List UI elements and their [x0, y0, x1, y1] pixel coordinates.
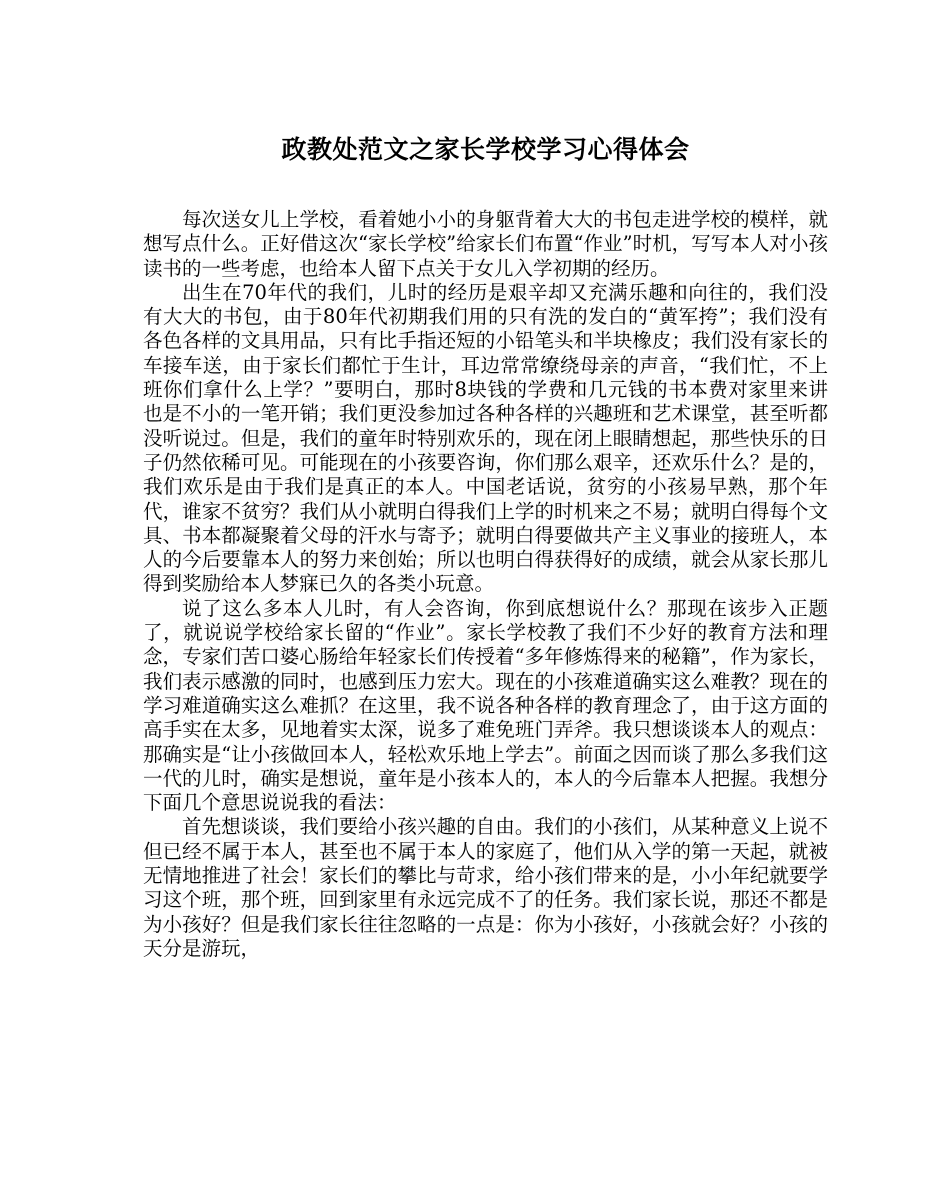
paragraph-2: 出生在70年代的我们，儿时的经历是艰辛却又充满乐趣和向往的，我们没有大大的书包，由于80年代初期我们用的只有洗的发白的“黄军挎”；我们没有各色各样的文具用品，只有比手指还短的小铅笔头和半块橡皮；我们没有家长的车接车送，由于家长们都忙于生计，耳边常常缭绕母亲的声音，“我们忙，不上班你们拿什么上学？”要明白，那时8块钱的学费和几元钱的书本费对家里来讲也是不小的一笔开销；我们更没参加过各种各样的兴趣班和艺术课堂，甚至听都没听说过。但是，我们的童年时特别欢乐的，现在闭上眼睛想起，那些快乐的日子仍然依稀可见。可能现在的小孩要咨询，你们那么艰辛，还欢乐什么？是的，我们欢乐是由于我们是真正的本人。中国老话说，贫穷的小孩易早熟，那个年代，谁家不贫穷？我们从小就明白得我们上学的时机来之不易；就明白得每个文具、书本都凝聚着父母的汗水与寄予；就明白得要做共产主义事业的接班人，本人的今后要靠本人的努力来创始；所以也明白得获得好的成绩，就会从家长那儿得到奖励给本人梦寐已久的各类小玩意。	[143, 280, 828, 596]
document-body	[143, 208, 828, 961]
document-title: 政教处范文之家长学校学习心得体会	[281, 135, 690, 164]
paragraph-3: 说了这么多本人儿时，有人会咨询，你到底想说什么？那现在该步入正题了，就说说学校给家长留的“作业”。家长学校教了我们不少好的教育方法和理念，专家们苦口婆心肠给年轻家长们传授着“多年修炼得来的秘籍”，作为家长，我们表示感激的同时，也感到压力宏大。现在的小孩难道确实这么难教？现在的学习难道确实这么难抓？在这里，我不说各种各样的教育理念了，由于这方面的高手实在太多，见地着实太深，说多了难免班门弄斧。我只想谈谈本人的观点：那确实是“让小孩做回本人，轻松欢乐地上学去”。前面之因而谈了那么多我们这一代的儿时，确实是想说，童年是小孩本人的，本人的今后靠本人把握。我想分下面几个意思说说我的看法：	[143, 596, 828, 815]
paragraph-1: 每次送女儿上学校，看着她小小的身躯背着大大的书包走进学校的模样，就想写点什么。正好借这次“家长学校”给家长们布置“作业”时机，写写本人对小孩读书的一些考虑，也给本人留下点关于女儿入学初期的经历。	[143, 208, 828, 280]
document-page	[143, 130, 828, 961]
paragraph-4: 首先想谈谈，我们要给小孩兴趣的自由。我们的小孩们，从某种意义上说不但已经不属于本人，甚至也不属于本人的家庭了，他们从入学的第一天起，就被无情地推进了社会！家长们的攀比与苛求，给小孩们带来的是，小小年纪就要学习这个班，那个班，回到家里有永远完成不了的任务。我们家长说，那还不都是为小孩好？但是我们家长往往忽略的一点是：你为小孩好，小孩就会好？小孩的天分是游玩，	[143, 815, 828, 960]
